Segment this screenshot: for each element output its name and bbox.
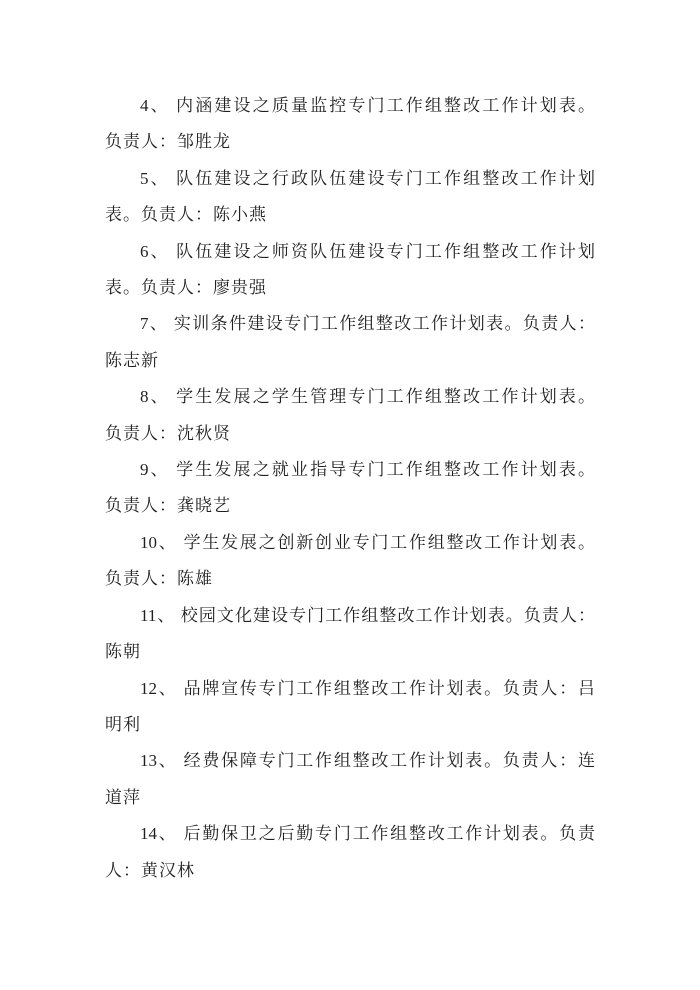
item-5-line-1: 5、 队伍建设之行政队伍建设专门工作组整改工作计划 (140, 168, 595, 188)
item-9-line-1: 9、 学生发展之就业指导专门工作组整改工作计划表。 (140, 460, 595, 480)
item-7-line-1: 7、 实训条件建设专门工作组整改工作计划表。负责人： (140, 314, 595, 334)
item-8-line-1: 8、 学生发展之学生管理专门工作组整改工作计划表。 (140, 387, 595, 407)
item-4-line-2: 负责人：邹胜龙 (105, 132, 231, 152)
item-9-line-2: 负责人：龚晓艺 (105, 496, 231, 516)
list-item-6 (105, 234, 595, 307)
item-13-line-2: 道萍 (105, 787, 141, 807)
list-item-8 (105, 379, 595, 452)
item-6-line-2: 表。负责人：廖贵强 (105, 278, 267, 298)
list-item-9 (105, 452, 595, 525)
item-6-line-1: 6、 队伍建设之师资队伍建设专门工作组整改工作计划 (140, 241, 595, 261)
item-5-line-2: 表。负责人：陈小燕 (105, 205, 267, 225)
item-13-line-1: 13、 经费保障专门工作组整改工作计划表。负责人：连 (140, 751, 595, 771)
list-item-11 (105, 598, 595, 671)
item-11-line-2: 陈朝 (105, 642, 141, 662)
list-item-5 (105, 161, 595, 234)
item-10-line-2: 负责人：陈雄 (105, 569, 213, 589)
item-12-line-2: 明利 (105, 714, 141, 734)
list-item-4 (105, 88, 595, 161)
list-item-7 (105, 306, 595, 379)
item-14-line-1: 14、 后勤保卫之后勤专门工作组整改工作计划表。负责 (140, 824, 595, 844)
item-14-line-2: 人：黄汉林 (105, 860, 195, 880)
list-item-14 (105, 816, 595, 889)
item-10-line-1: 10、 学生发展之创新创业专门工作组整改工作计划表。 (140, 532, 595, 552)
item-7-line-2: 陈志新 (105, 350, 159, 370)
item-12-line-1: 12、 品牌宣传专门工作组整改工作计划表。负责人：吕 (140, 678, 595, 698)
list-item-13 (105, 743, 595, 816)
list-item-10 (105, 525, 595, 598)
list-item-12 (105, 671, 595, 744)
item-8-line-2: 负责人：沈秋贤 (105, 423, 231, 443)
item-11-line-1: 11、 校园文化建设专门工作组整改工作计划表。负责人： (140, 605, 595, 625)
document-text-block (105, 88, 595, 889)
item-4-line-1: 4、 内涵建设之质量监控专门工作组整改工作计划表。 (140, 96, 595, 115)
